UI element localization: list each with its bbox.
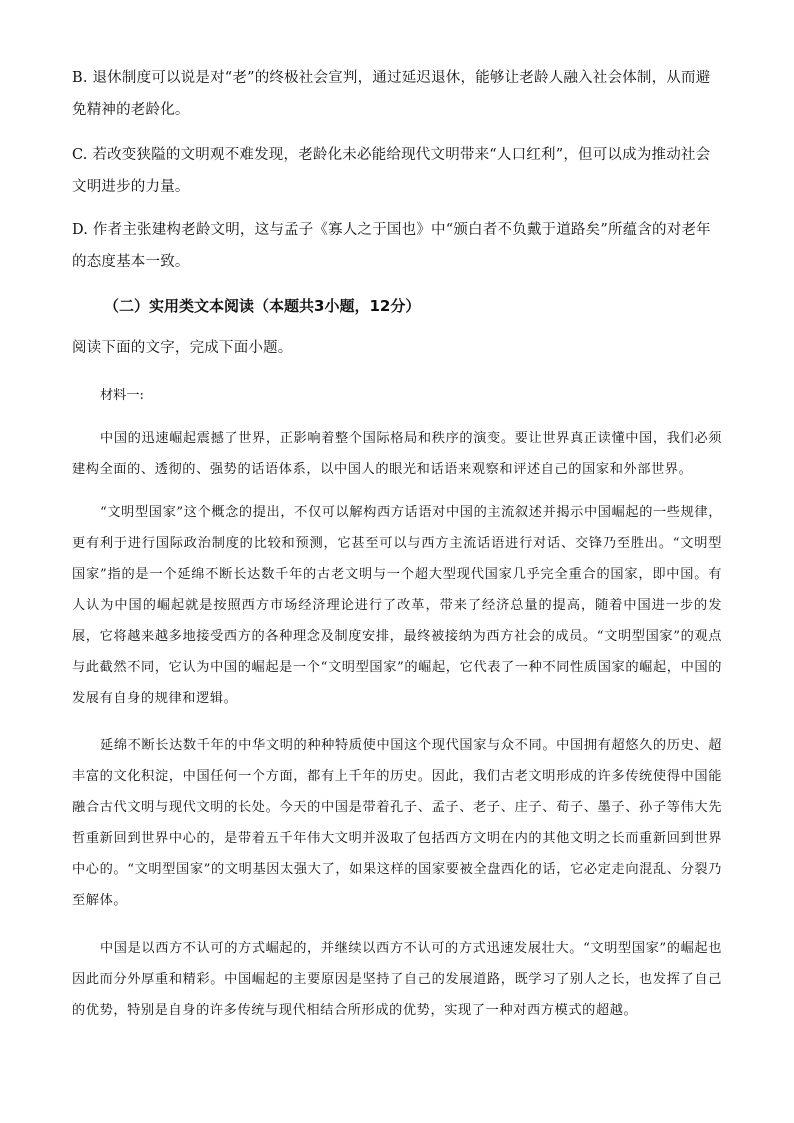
material-paragraph-2: “文明型国家”这个概念的提出，不仅可以解构西方话语对中国的主流叙述并揭示中国崛起的一些规律，更有利于进行国际政治制度的比较和预测，它甚至可以与西方主流话语进行对话、交锋乃至胜出。“文明型国家”指的是一个延绵不断长达数千年的古老文明与一个超大型现代国家几乎完全重合的国家，即中国。有人认为中国的崛起就是按照西方市场经济理论进行了改革，带来了经济总量的提高，随着中国进一步的发展，它将越来越多地接受西方的各种理念及制度安排，最终被接纳为西方社会的成员。“文明型国家”的观点与此截然不同，它认为中国的崛起是一个“文明型国家”的崛起，它代表了一种不同性质国家的崛起，中国的发展有自身的规律和逻辑。 — [72, 505, 722, 706]
material-label: 材料一: — [100, 388, 145, 403]
section-heading: （二）实用类文本阅读（本题共3小题，12分） — [104, 297, 421, 315]
option-d: D. 作者主张建构老龄文明，这与孟子《寡人之于国也》中“颁白者不负戴于道路矣”所蕴含的对老年的态度基本一致。 — [72, 222, 711, 270]
section-instruction: 阅读下面的文字，完成下面小题。 — [72, 340, 293, 356]
option-b: B. 退休制度可以说是对“老”的终极社会宣判，通过延迟退休，能够让老龄人融入社会体制，从而避免精神的老龄化。 — [72, 70, 711, 118]
material-paragraph-4: 中国是以西方不认可的方式崛起的，并继续以西方不认可的方式迅速发展壮大。“文明型国家”的崛起也因此而分外厚重和精彩。中国崛起的主要原因是坚持了自己的发展道路，既学习了别人之长，也发挥了自己的优势，特别是自身的许多传统与现代相结合所形成的优势，实现了一种对西方模式的超越。 — [72, 941, 722, 1018]
material-paragraph-3: 延绵不断长达数千年的中华文明的种种特质使中国这个现代国家与众不同。中国拥有超悠久的历史、超丰富的文化积淀，中国任何一个方面，都有上千年的历史。因此，我们古老文明形成的许多传统使得中国能融合古代文明与现代文明的长处。今天的中国是带着孔子、孟子、老子、庄子、荀子、墨子、孙子等伟大先哲重新回到世界中心的，是带着五千年伟大文明并汲取了包括西方文明在内的其他文明之长而重新回到世界中心的。“文明型国家”的文明基因太强大了，如果这样的国家要被全盘西化的话，它必定走向混乱、分裂乃至解体。 — [72, 738, 722, 908]
material-paragraph-1: 中国的迅速崛起震撼了世界，正影响着整个国际格局和秩序的演变。要让世界真正读懂中国，我们必须建构全面的、透彻的、强势的话语体系，以中国人的眼光和话语来观察和评述自己的国家和外部世界。 — [72, 431, 722, 477]
option-c: C. 若改变狭隘的文明观不难发现，老龄化未必能给现代文明带来“人口红利”，但可以成为推动社会文明进步的力量。 — [72, 147, 711, 195]
